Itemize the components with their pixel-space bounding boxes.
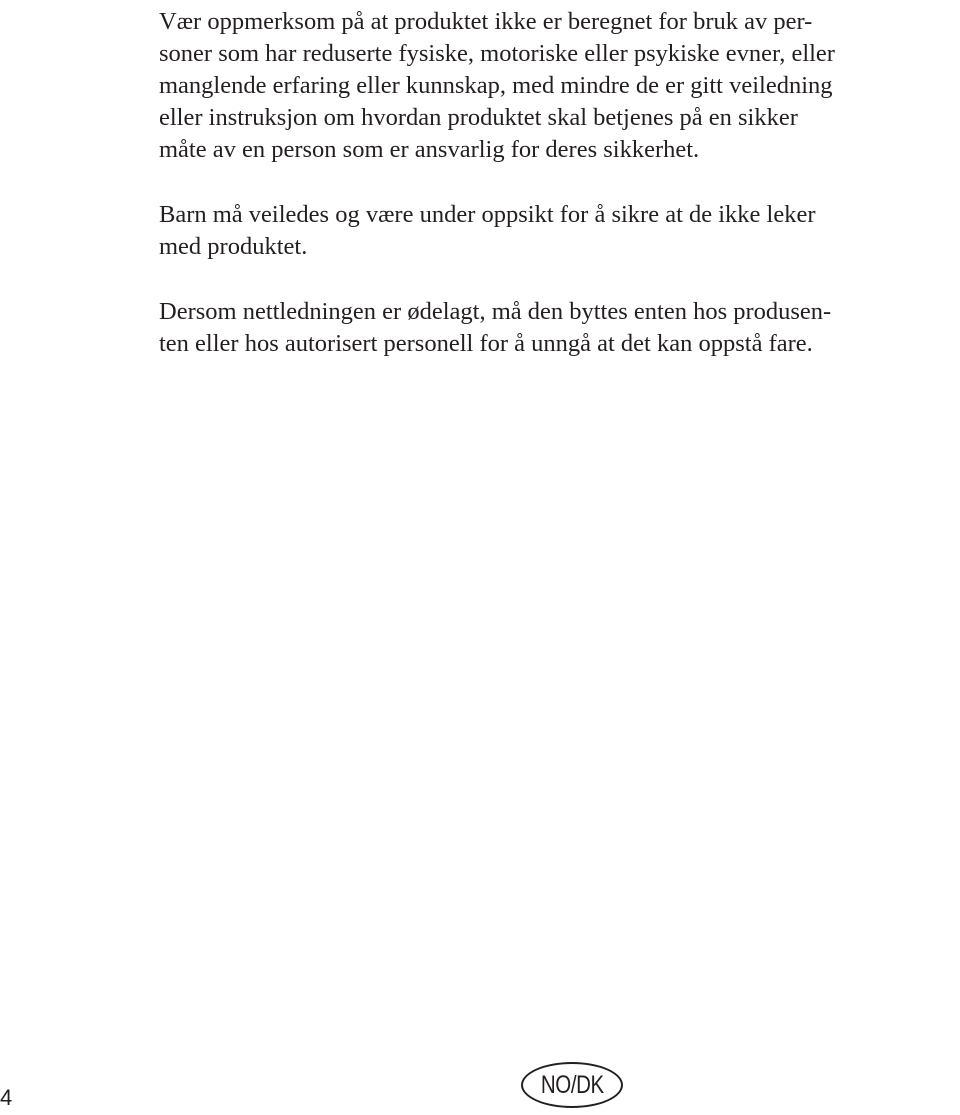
paragraph-children-notice: [159, 199, 959, 263]
text-line: måte av en person som er ansvarlig for deres sikkerhet.: [159, 136, 700, 163]
language-badge-label: NO/DK: [540, 1070, 604, 1099]
paragraph-power-cord-notice: [159, 296, 959, 360]
text-line: med produktet.: [159, 233, 308, 260]
text-line: Dersom nettledningen er ødelagt, må den byttes enten hos produsen-: [159, 298, 832, 325]
paragraph-safety-notice: [159, 6, 959, 166]
language-badge: [521, 1062, 623, 1108]
page-number: 4: [0, 1085, 13, 1110]
text-line: Vær oppmerksom på at produktet ikke er beregnet for bruk av per-: [159, 8, 813, 35]
text-line: soner som har reduserte fysiske, motoriske eller psykiske evner, eller: [159, 40, 835, 67]
text-line: eller instruksjon om hvordan produktet skal betjenes på en sikker: [159, 104, 798, 131]
text-line: Barn må veiledes og være under oppsikt for å sikre at de ikke leker: [159, 201, 816, 228]
text-line: manglende erfaring eller kunnskap, med mindre de er gitt veiledning: [159, 72, 833, 99]
document-body: [159, 6, 959, 360]
text-line: ten eller hos autorisert personell for å unngå at det kan oppstå fare.: [159, 330, 813, 357]
